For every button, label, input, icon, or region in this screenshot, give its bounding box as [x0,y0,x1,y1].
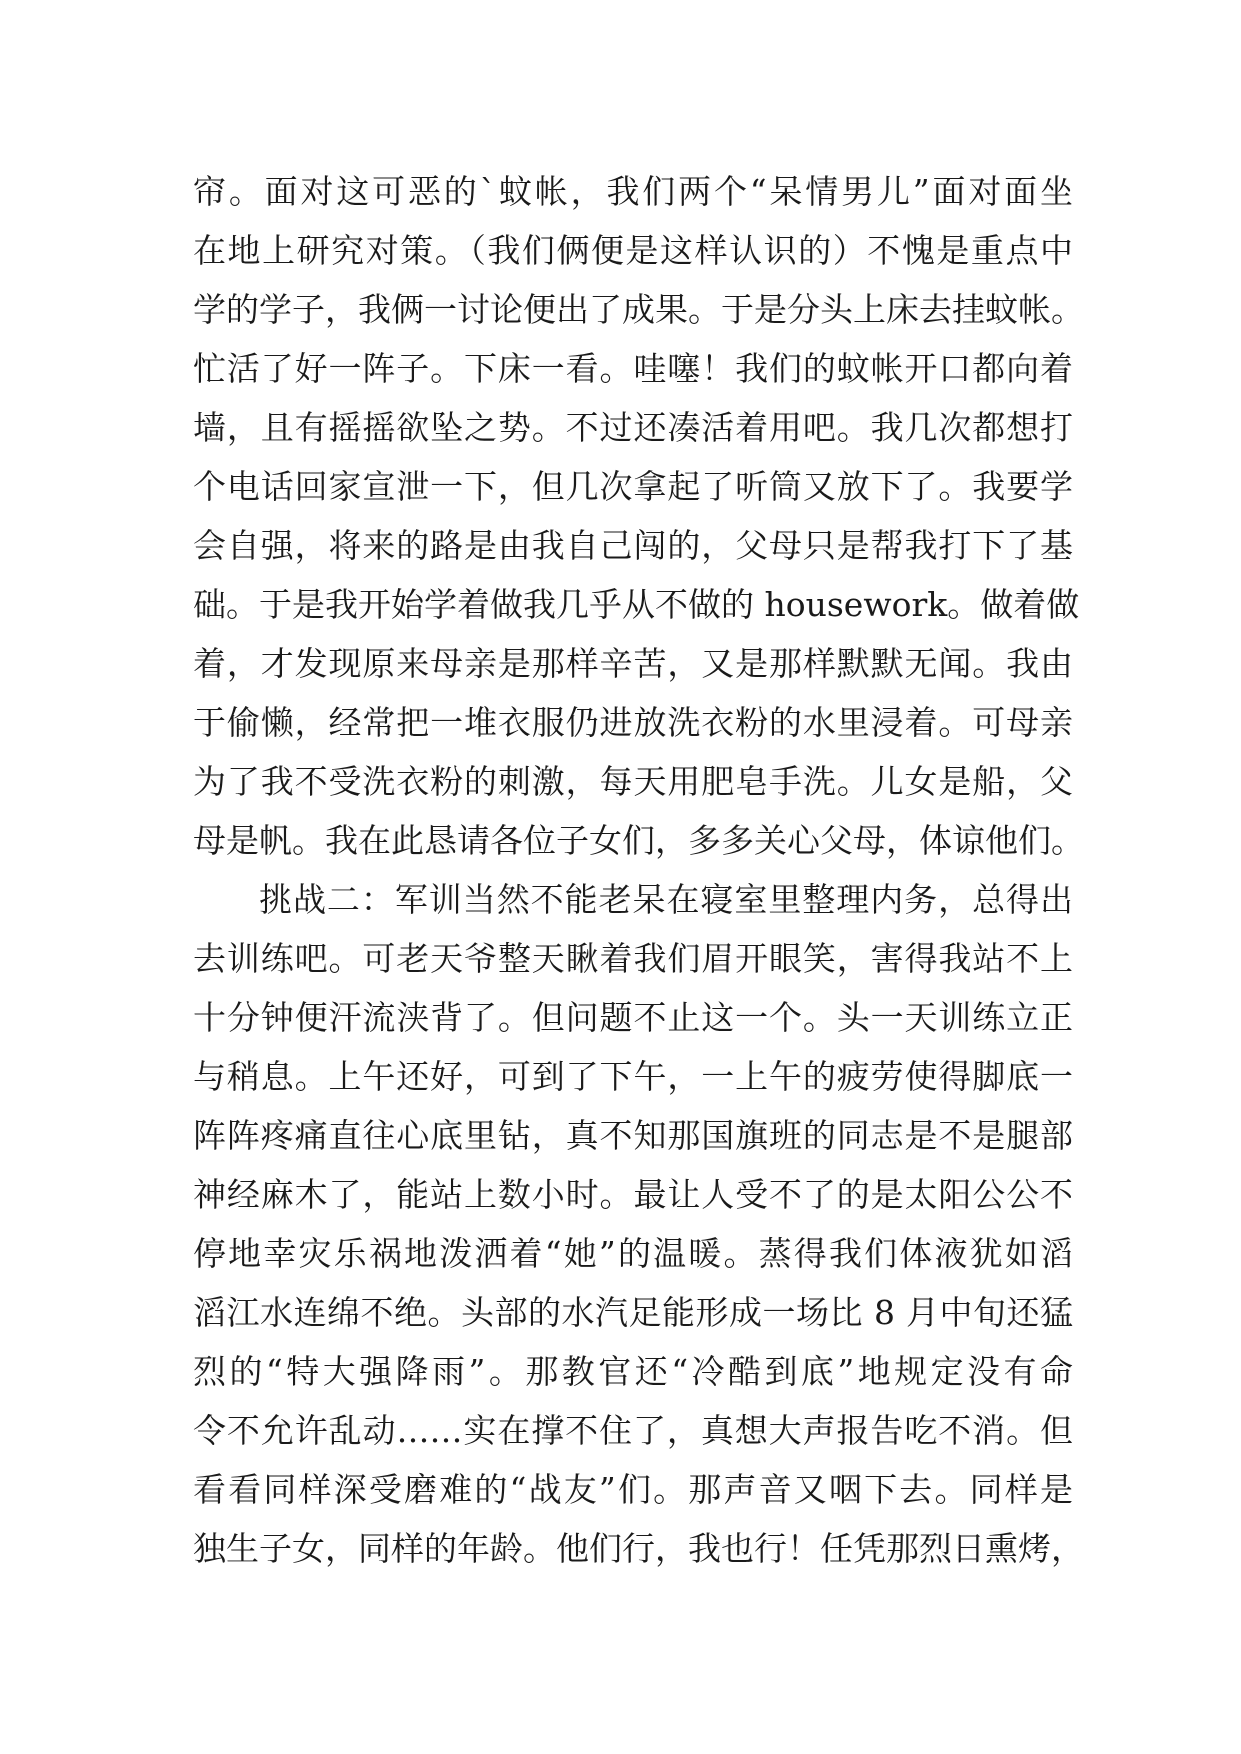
text-line: 础。于是我开始学着做我几乎从不做的 housework。做着做 [193,585,1080,624]
text-line: 停地幸灾乐祸地泼洒着“她”的温暖。蒸得我们体液犹如滔 [193,1234,1073,1273]
text-line: 忙活了好一阵子。下床一看。哇噻！我们的蚊帐开口都向着 [193,349,1073,388]
text-line: 令不允许乱动……实在撑不住了，真想大声报告吃不消。但 [193,1411,1073,1450]
text-line: 个电话回家宣泄一下，但几次拿起了听筒又放下了。我要学 [193,467,1073,506]
text-line: 墙，且有摇摇欲坠之势。不过还凑活着用吧。我几次都想打 [193,408,1073,447]
paragraph-start-line: 挑战二：军训当然不能老呆在寝室里整理内务，总得出 [259,880,1073,919]
text-line: 烈的“特大强降雨”。那教官还“冷酷到底”地规定没有命 [193,1352,1073,1391]
text-line: 母是帆。我在此恳请各位子女们，多多关心父母，体谅他们。 [193,821,1084,860]
body-text [193,162,1084,1578]
text-line: 学的学子，我俩一讨论便出了成果。于是分头上床去挂蚊帐。 [193,290,1084,329]
text-line: 于偷懒，经常把一堆衣服仍进放洗衣粉的水里浸着。可母亲 [193,703,1073,742]
text-line: 着，才发现原来母亲是那样辛苦，又是那样默默无闻。我由 [193,644,1073,683]
text-line: 看看同样深受磨难的“战友”们。那声音又咽下去。同样是 [193,1470,1073,1509]
text-line: 滔江水连绵不绝。头部的水汽足能形成一场比 8 月中旬还猛 [193,1293,1073,1332]
text-line: 阵阵疼痛直往心底里钻，真不知那国旗班的同志是不是腿部 [193,1116,1073,1155]
text-line: 神经麻木了，能站上数小时。最让人受不了的是太阳公公不 [193,1175,1073,1214]
text-line: 与稍息。上午还好，可到了下午，一上午的疲劳使得脚底一 [193,1057,1073,1096]
text-line: 去训练吧。可老天爷整天瞅着我们眉开眼笑，害得我站不上 [193,939,1073,978]
text-line: 十分钟便汗流浃背了。但问题不止这一个。头一天训练立正 [193,998,1073,1037]
text-line: 在地上研究对策。（我们俩便是这样认识的）不愧是重点中 [193,231,1073,270]
text-line: 为了我不受洗衣粉的刺激，每天用肥皂手洗。儿女是船，父 [193,762,1073,801]
text-line: 会自强，将来的路是由我自己闯的，父母只是帮我打下了基 [193,526,1073,565]
text-line: 帘。面对这可恶的`蚊帐，我们两个“呆情男儿”面对面坐 [193,172,1073,211]
text-line: 独生子女，同样的年龄。他们行，我也行！任凭那烈日熏烤， [193,1529,1084,1568]
